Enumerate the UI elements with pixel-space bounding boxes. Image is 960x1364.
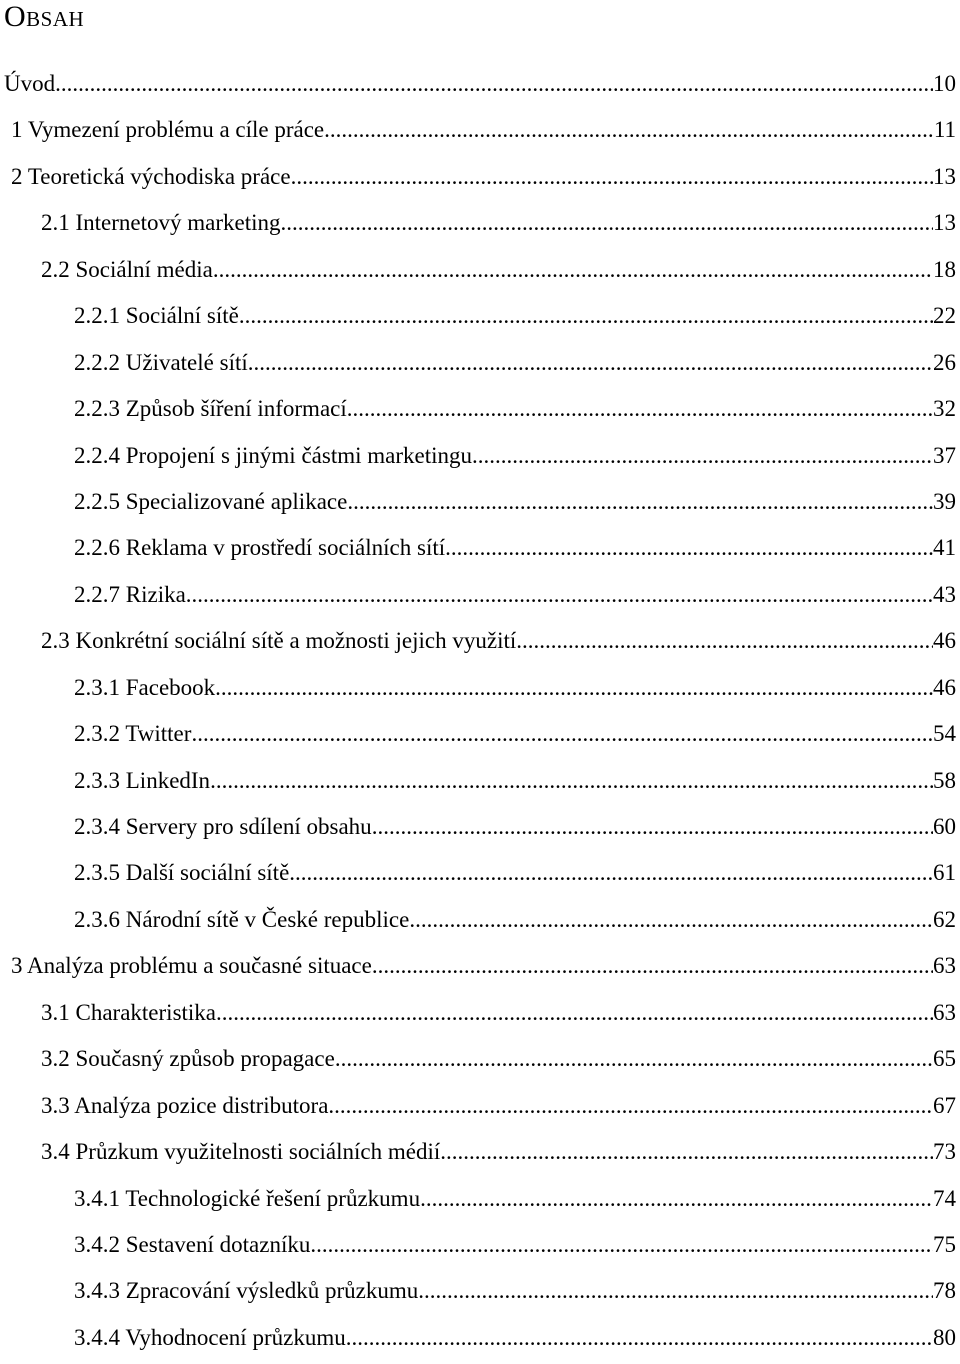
toc-entry[interactable] [0, 853, 960, 899]
toc-entry-label: 2.3.1 Facebook [74, 674, 216, 700]
toc-entry-label: 3.4.3 Zpracování výsledků průzkumu [74, 1278, 419, 1304]
toc-entry-label: 2.2.3 Způsob šíření informací [74, 396, 347, 422]
toc-dot-leader [310, 1225, 933, 1265]
toc-dot-leader [418, 1271, 933, 1311]
toc-entry-page-number: 74 [933, 1185, 956, 1211]
toc-entry-label: Úvod [4, 71, 56, 96]
toc-dot-leader [215, 668, 933, 708]
toc-entry[interactable] [0, 621, 960, 667]
toc-entry-label: 3.3 Analýza pozice distributora [41, 1092, 329, 1118]
toc-dot-leader [372, 807, 933, 847]
toc-entry-label: 2.3 Konkrétní sociální sítě a možnosti jejich využití [41, 628, 517, 654]
toc-entry-page-number: 63 [933, 999, 956, 1025]
toc-dot-leader [291, 157, 933, 197]
toc-dot-leader [472, 436, 933, 476]
toc-entry-label: 3.4.1 Technologické řešení průzkumu [74, 1185, 421, 1211]
toc-entry-page-number: 54 [933, 721, 956, 747]
toc-entry[interactable] [0, 575, 960, 621]
toc-dot-leader [324, 110, 934, 150]
toc-entry-page-number: 22 [933, 303, 956, 329]
toc-dot-leader [335, 1039, 933, 1079]
toc-entry-label: 2.1 Internetový marketing [41, 210, 281, 236]
toc-entry-page-number: 32 [933, 396, 956, 422]
toc-entry-label: 3.4 Průzkum využitelnosti sociálních médií [41, 1139, 441, 1165]
toc-entry-page-number: 41 [933, 535, 956, 561]
toc-entry[interactable] [0, 807, 960, 853]
toc-entry-page-number: 80 [933, 1324, 956, 1350]
toc-entry-page-number: 63 [933, 953, 956, 979]
toc-entry-label: 1 Vymezení problému a cíle práce [11, 117, 325, 143]
toc-entry[interactable] [0, 714, 960, 760]
toc-entry-page-number: 67 [933, 1092, 956, 1118]
toc-dot-leader [55, 64, 933, 104]
toc-dot-leader [216, 993, 933, 1033]
toc-entry[interactable] [0, 1179, 960, 1225]
toc-entry-label: 3.2 Současný způsob propagace [41, 1046, 335, 1072]
toc-entry[interactable] [0, 1086, 960, 1132]
toc-entry-page-number: 58 [933, 767, 956, 793]
toc-entry[interactable] [0, 900, 960, 946]
toc-entry-label: 2.2.2 Uživatelé sítí [74, 349, 248, 375]
toc-dot-leader [372, 946, 933, 986]
toc-entry-page-number: 18 [933, 256, 956, 282]
toc-dot-leader [289, 853, 933, 893]
toc-entry[interactable] [0, 250, 960, 296]
toc-dot-leader [191, 714, 933, 754]
toc-entry-label: 2.2 Sociální média [41, 256, 213, 282]
toc-dot-leader [440, 1132, 933, 1172]
toc-entry[interactable] [0, 1132, 960, 1178]
toc-dot-leader [409, 900, 933, 940]
toc-entry-page-number: 11 [933, 117, 956, 143]
toc-entry-page-number: 26 [933, 349, 956, 375]
toc-dot-leader [239, 296, 933, 336]
toc-entry-label: 2.3.5 Další sociální sítě [74, 860, 290, 886]
toc-entry-label: 3.4.2 Sestavení dotazníku [74, 1231, 311, 1257]
toc-entry[interactable] [0, 482, 960, 528]
toc-entry-page-number: 73 [933, 1139, 956, 1165]
toc-entry-label: 3.1 Charakteristika [41, 999, 217, 1025]
toc-entry[interactable] [0, 343, 960, 389]
toc-dot-leader [248, 343, 933, 383]
toc-entry-label: 3.4.4 Vyhodnocení průzkumu [74, 1324, 346, 1350]
toc-entry-label: 2.2.1 Sociální sítě [74, 303, 239, 329]
page-title: Obsah [4, 0, 85, 33]
toc-entry-page-number: 78 [933, 1278, 956, 1304]
toc-entry[interactable] [0, 296, 960, 342]
toc-dot-leader [445, 528, 933, 568]
toc-entry-label: 2.2.5 Specializované aplikace [74, 488, 348, 514]
toc-dot-leader [213, 250, 933, 290]
toc-entry-page-number: 13 [933, 210, 956, 236]
toc-entry[interactable] [0, 1225, 960, 1271]
toc-entry-page-number: 60 [933, 814, 956, 839]
toc-entry-label: 2.2.7 Rizika [74, 581, 186, 607]
toc-entry-label: 2.3.4 Servery pro sdílení obsahu [74, 814, 372, 839]
toc-dot-leader [328, 1086, 933, 1126]
toc-entry-label: 3 Analýza problému a současné situace [11, 953, 372, 979]
toc-entry-page-number: 37 [933, 442, 956, 468]
toc-entry-label: 2.3.3 LinkedIn [74, 767, 211, 793]
toc-entry-page-number: 75 [933, 1231, 956, 1257]
toc-dot-leader [347, 482, 933, 522]
toc-entry-label: 2.2.6 Reklama v prostředí sociálních sítí [74, 535, 446, 561]
table-of-contents [0, 64, 960, 1364]
toc-entry[interactable] [0, 157, 960, 203]
toc-entry-page-number: 62 [933, 906, 956, 932]
toc-entry-page-number: 43 [933, 581, 956, 607]
toc-entry[interactable] [0, 993, 960, 1039]
toc-entry[interactable] [0, 110, 960, 156]
toc-entry-label: 2 Teoretická východiska práce [11, 163, 291, 189]
toc-entry-page-number: 10 [933, 71, 956, 96]
toc-entry[interactable] [0, 1039, 960, 1085]
toc-entry[interactable] [0, 1271, 960, 1317]
toc-entry[interactable] [0, 761, 960, 807]
toc-entry[interactable] [0, 668, 960, 714]
toc-dot-leader [420, 1179, 933, 1219]
toc-entry[interactable] [0, 203, 960, 249]
toc-entry-label: 2.3.2 Twitter [74, 721, 192, 747]
toc-dot-leader [210, 761, 933, 801]
toc-dot-leader [186, 575, 933, 615]
toc-entry-label: 2.3.6 Národní sítě v České republice [74, 906, 410, 932]
toc-entry[interactable] [0, 1318, 960, 1364]
toc-entry-page-number: 39 [933, 488, 956, 514]
toc-entry-page-number: 65 [933, 1046, 956, 1072]
toc-entry[interactable] [0, 436, 960, 482]
toc-dot-leader [516, 621, 933, 661]
toc-entry[interactable] [0, 946, 960, 992]
toc-entry-page-number: 13 [933, 163, 956, 189]
toc-entry-page-number: 46 [933, 628, 956, 654]
toc-entry-label: 2.2.4 Propojení s jinými částmi marketingu [74, 442, 472, 468]
toc-entry[interactable] [0, 64, 960, 110]
toc-entry-page-number: 46 [933, 674, 956, 700]
toc-entry[interactable] [0, 389, 960, 435]
toc-dot-leader [347, 389, 933, 429]
toc-entry-page-number: 61 [933, 860, 956, 886]
toc-dot-leader [281, 203, 933, 243]
toc-entry[interactable] [0, 528, 960, 574]
